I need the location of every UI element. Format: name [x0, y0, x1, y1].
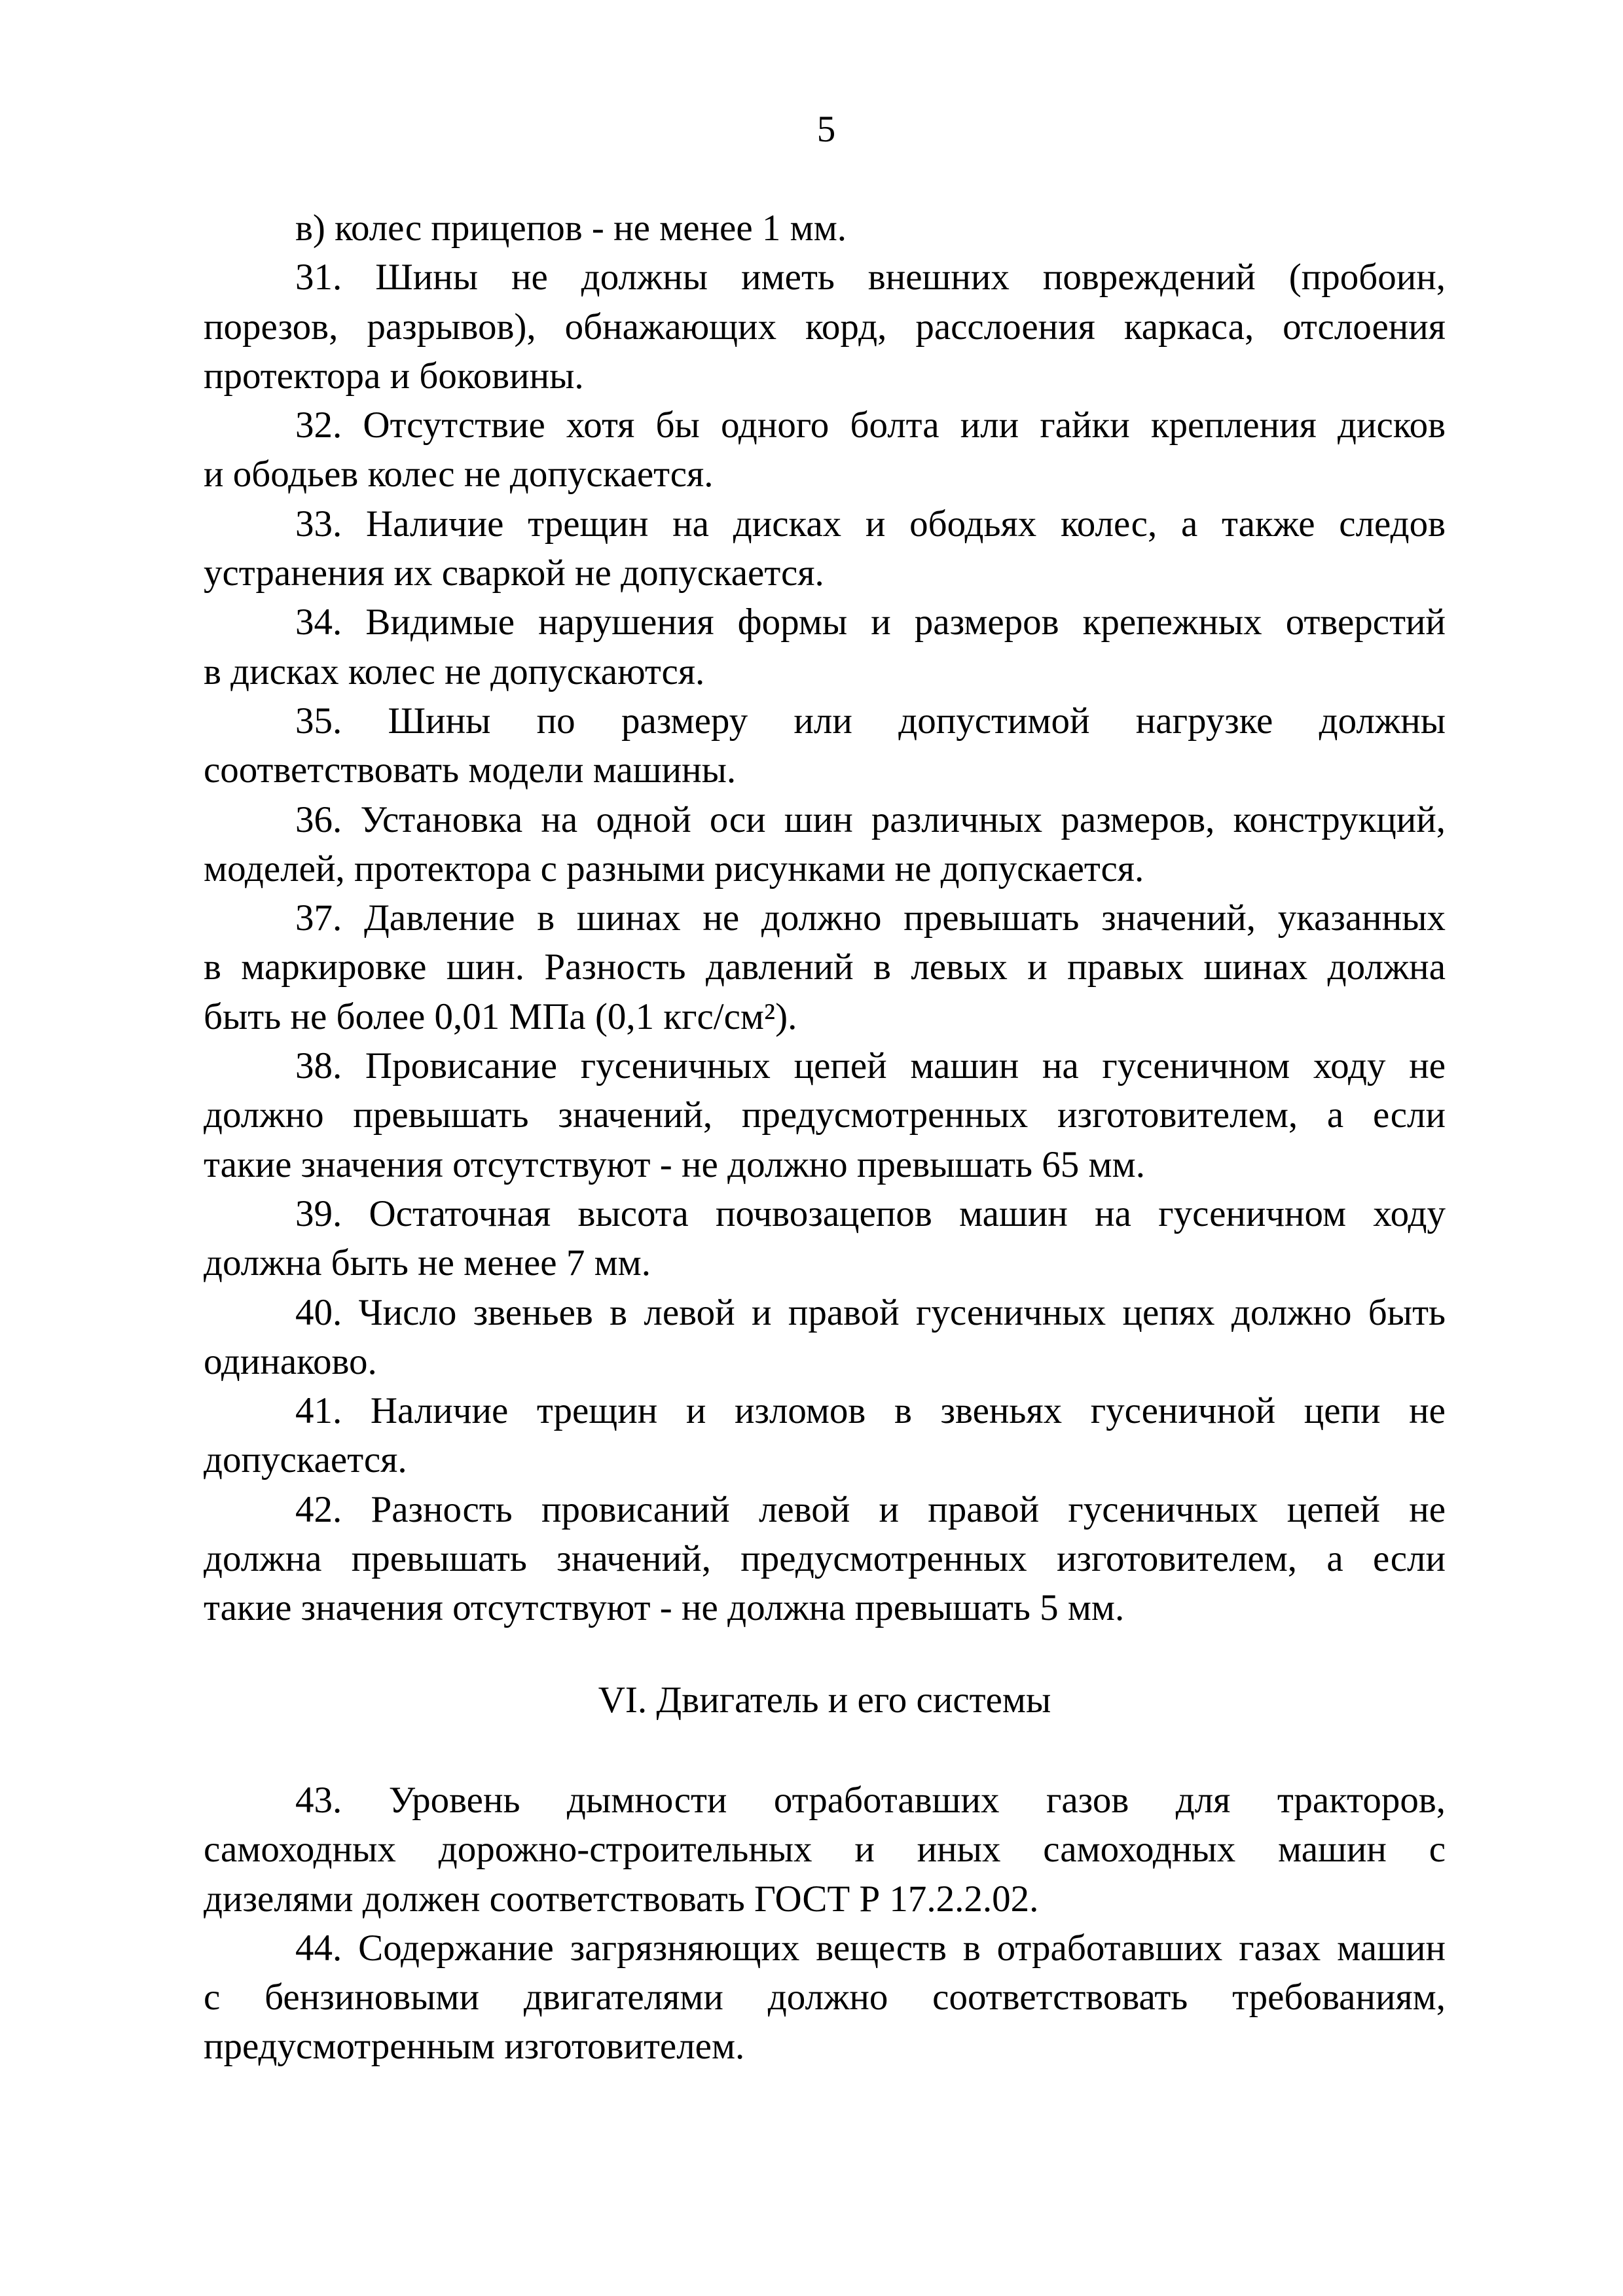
- paragraph: [204, 1776, 1446, 1924]
- text-line: и ободьев колес не допускается.: [204, 454, 714, 495]
- paragraph: [204, 795, 1446, 894]
- text-line: в) колес прицепов - не менее 1 мм.: [295, 207, 847, 249]
- text-line: 44. Содержание загрязняющих веществ в отработавших газах машин: [295, 1927, 1446, 1969]
- text-line: 40. Число звеньев в левой и правой гусеничных цепях должно быть: [295, 1291, 1446, 1333]
- text-line: одинаково.: [204, 1340, 377, 1382]
- paragraph: [204, 893, 1446, 1041]
- paragraph: [204, 1189, 1446, 1288]
- continuation-paragraph: [204, 204, 1446, 253]
- paragraph: [204, 499, 1446, 598]
- text-line: допускается.: [204, 1439, 407, 1481]
- paragraph: [204, 401, 1446, 499]
- text-line: устранения их сваркой не допускается.: [204, 552, 824, 594]
- paragraph: [204, 1041, 1446, 1189]
- paragraph: [204, 696, 1446, 795]
- text-line: 33. Наличие трещин на дисках и ободьях колес, а также следов: [295, 503, 1446, 545]
- paragraph: [204, 1924, 1446, 2072]
- text-line: самоходных дорожно-строительных и иных самоходных машин с: [204, 1829, 1446, 1871]
- text-line: такие значения отсутствуют - не должно превышать 65 мм.: [204, 1143, 1145, 1185]
- paragraph: [204, 1485, 1446, 1633]
- section-heading: VI. Двигатель и его системы: [598, 1679, 1051, 1721]
- paragraph: [204, 253, 1446, 401]
- paragraph: [204, 1288, 1446, 1387]
- text-line: с бензиновыми двигателями должно соответствовать требованиям,: [204, 1977, 1446, 2018]
- text-line: 36. Установка на одной оси шин различных размеров, конструкций,: [295, 798, 1446, 840]
- text-line: 37. Давление в шинах не должно превышать значений, указанных: [295, 897, 1446, 939]
- document-body: [204, 204, 1446, 2072]
- text-line: 31. Шины не должны иметь внешних повреждений (пробоин,: [295, 257, 1446, 298]
- text-line: быть не более 0,01 МПа (0,1 кгс/см²).: [204, 996, 797, 1037]
- paragraph: [204, 1386, 1446, 1485]
- text-line: предусмотренным изготовителем.: [204, 2026, 745, 2068]
- text-line: должна превышать значений, предусмотренных изготовителем, а если: [204, 1538, 1446, 1580]
- text-line: в дисках колес не допускаются.: [204, 651, 705, 692]
- text-line: 39. Остаточная высота почвозацепов машин на гусеничном ходу: [295, 1193, 1446, 1234]
- text-line: дизелями должен соответствовать ГОСТ Р 17.2.2.02.: [204, 1878, 1039, 1920]
- text-line: 43. Уровень дымности отработавших газов для тракторов,: [295, 1779, 1446, 1821]
- paragraph: [204, 598, 1446, 696]
- text-line: протектора и боковины.: [204, 355, 584, 397]
- text-line: 32. Отсутствие хотя бы одного болта или гайки крепления дисков: [295, 404, 1446, 446]
- text-line: 34. Видимые нарушения формы и размеров крепежных отверстий: [295, 601, 1446, 643]
- text-line: 42. Разность провисаний левой и правой гусеничных цепей не: [295, 1488, 1446, 1530]
- text-line: 41. Наличие трещин и изломов в звеньях гусеничной цепи не: [295, 1390, 1446, 1432]
- text-line: должно превышать значений, предусмотренных изготовителем, а если: [204, 1094, 1446, 1136]
- text-line: в маркировке шин. Разность давлений в левых и правых шинах должна: [204, 946, 1446, 988]
- text-line: такие значения отсутствуют - не должна превышать 5 мм.: [204, 1587, 1125, 1629]
- text-line: соответствовать модели машины.: [204, 749, 737, 791]
- text-line: 35. Шины по размеру или допустимой нагрузке должны: [295, 700, 1446, 742]
- text-line: порезов, разрывов), обнажающих корд, расслоения каркаса, отслоения: [204, 306, 1446, 348]
- text-line: 38. Провисание гусеничных цепей машин на гусеничном ходу не: [295, 1045, 1446, 1087]
- page-number: 5: [816, 109, 836, 150]
- text-line: моделей, протектора с разными рисунками не допускается.: [204, 848, 1144, 889]
- text-line: должна быть не менее 7 мм.: [204, 1242, 651, 1284]
